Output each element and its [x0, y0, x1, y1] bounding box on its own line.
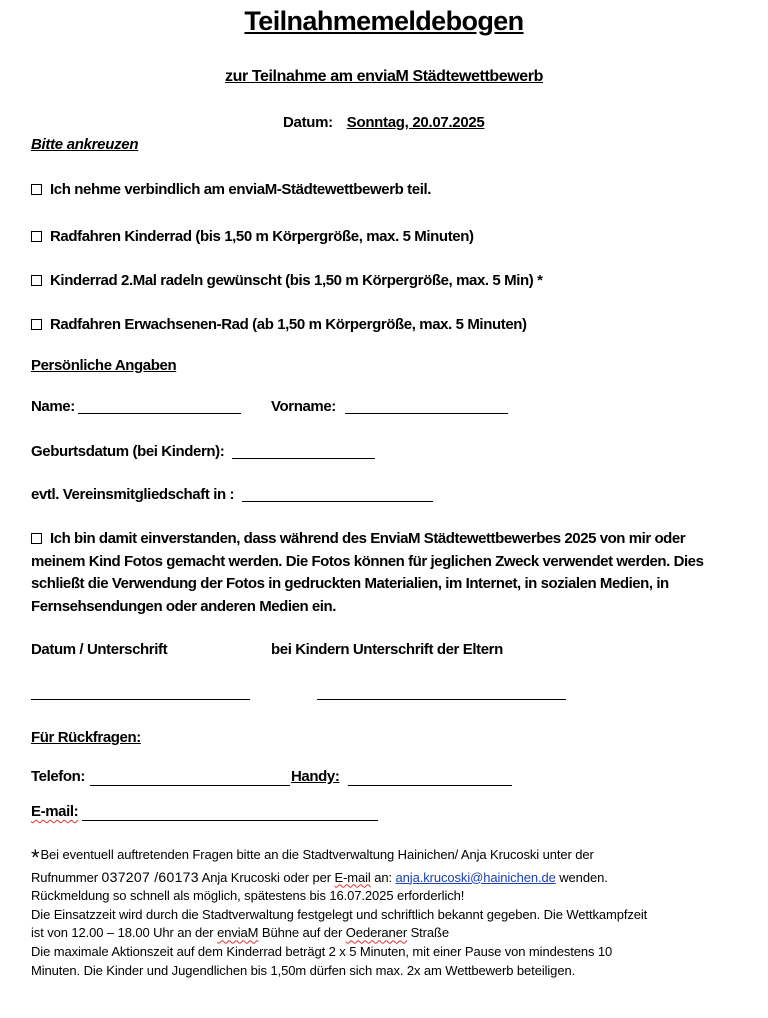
footnote-line-5: ist von 12.00 – 18.00 Uhr an der enviaM Bühne auf der Oederaner Straße: [31, 925, 449, 941]
option-label: Ich nehme verbindlich am enviaM-Städtewettbewerb teil.: [50, 181, 431, 198]
telefon-label: Telefon:: [31, 768, 86, 785]
option-kinderrad-second[interactable]: [31, 272, 543, 289]
club-label: evtl. Vereinsmitgliedschaft in :: [31, 486, 235, 503]
birthdate-field[interactable]: [232, 458, 375, 459]
date-signature-field[interactable]: [31, 699, 250, 700]
page-subtitle: zur Teilnahme am enviaM Städtewettbewerb: [224, 68, 543, 85]
telefon-field[interactable]: [90, 785, 290, 786]
vorname-field[interactable]: [345, 413, 508, 414]
footnote-line-2: Rufnummer 037207 /60173 Anja Krucoski oder per E-mail an: anja.krucoski@hainichen.de wenden.: [31, 868, 608, 885]
email-link[interactable]: anja.krucoski@hainichen.de: [395, 869, 556, 885]
checkbox[interactable]: [31, 533, 42, 544]
option-label: Radfahren Erwachsenen-Rad (ab 1,50 m Körpergröße, max. 5 Minuten): [50, 316, 527, 333]
checkbox[interactable]: [31, 319, 42, 330]
contact-heading: Für Rückfragen:: [31, 729, 141, 746]
checkbox[interactable]: [31, 275, 42, 286]
date-label: Datum:: [283, 114, 333, 131]
checkbox[interactable]: [31, 184, 42, 195]
handy-field[interactable]: [348, 785, 512, 786]
page-title: Teilnahmemeldebogen: [244, 6, 524, 36]
birthdate-label: Geburtsdatum (bei Kindern):: [31, 443, 225, 460]
handy-label: Handy:: [291, 768, 340, 785]
checkbox[interactable]: [31, 231, 42, 242]
footnote: [31, 846, 741, 980]
name-field[interactable]: [78, 413, 241, 414]
option-kinderrad[interactable]: [31, 228, 474, 245]
parents-signature-field[interactable]: [317, 699, 566, 700]
vorname-label: Vorname:: [271, 398, 336, 415]
consent-checkbox-text[interactable]: [31, 528, 731, 618]
email-label: E-mail:: [31, 803, 79, 820]
name-label: Name:: [31, 398, 75, 415]
personal-heading: Persönliche Angaben: [31, 357, 177, 374]
option-label: Radfahren Kinderrad (bis 1,50 m Körpergröße, max. 5 Minuten): [50, 228, 474, 245]
event-date: [283, 114, 484, 131]
checkbox-hint: Bitte ankreuzen: [31, 136, 139, 153]
option-participate[interactable]: [31, 181, 431, 198]
date-signature-label: Datum / Unterschrift: [31, 641, 168, 658]
footnote-line-1: *Bei eventuell auftretenden Fragen bitte an die Stadtverwaltung Hainichen/ Anja Krucoski unter der: [31, 845, 594, 870]
club-field[interactable]: [242, 501, 433, 502]
phone-number: 037207 /60173: [101, 868, 199, 885]
option-label: Kinderrad 2.Mal radeln gewünscht (bis 1,50 m Körpergröße, max. 5 Min) *: [50, 272, 543, 289]
email-field[interactable]: [82, 820, 378, 821]
asterisk: *: [31, 845, 40, 870]
option-erwachsenenrad[interactable]: [31, 316, 527, 333]
footnote-line-7: Minuten. Die Kinder und Jugendlichen bis 1,50m dürfen sich max. 2x am Wettbewerb beteiligen.: [31, 962, 576, 978]
consent-label: Ich bin damit einverstanden, dass während des EnviaM Städtewettbewerbes 2025 von mir oder meinem Kind Fotos gemacht werden. Die Fotos können für jeglichen Zweck verwendet werden. Dies schließt die Verwendung der Fotos in gedruckten Materialien, im Internet, in sozialen Medien, in Fernsehsendungen oder anderen Medien ein.: [31, 530, 704, 615]
date-value: Sonntag, 20.07.2025: [346, 114, 485, 131]
footnote-line-3: Rückmeldung so schnell als möglich, spätestens bis 16.07.2025 erforderlich!: [31, 888, 465, 904]
footnote-line-6: Die maximale Aktionszeit auf dem Kinderrad beträgt 2 x 5 Minuten, mit einer Pause von mindestens 10: [31, 943, 613, 959]
footnote-line-4: Die Einsatzzeit wird durch die Stadtverwaltung festgelegt und schriftlich bekannt gegeben. Die Wettkampfzeit: [31, 906, 648, 922]
parents-signature-label: bei Kindern Unterschrift der Eltern: [271, 641, 503, 658]
